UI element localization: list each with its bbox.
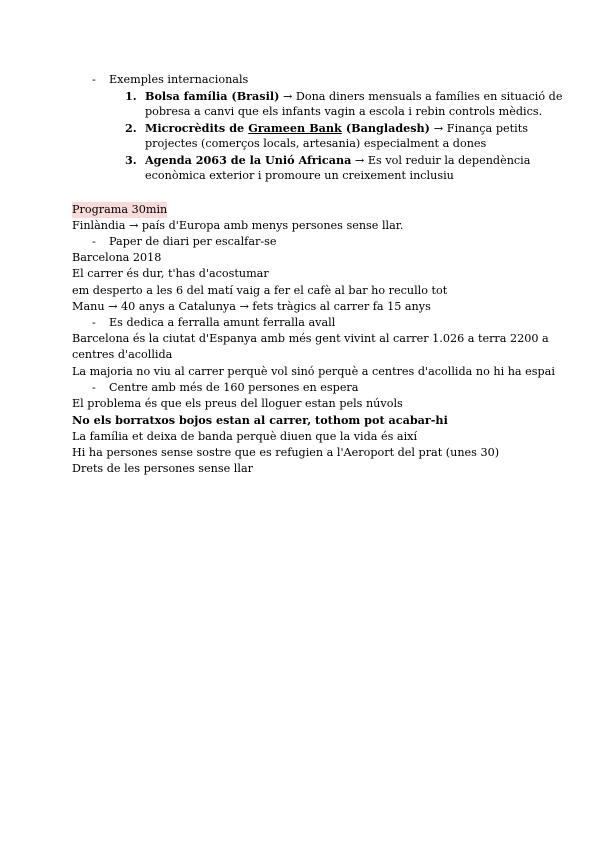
list-item-2-title-post: (Bangladesh) — [341, 121, 430, 135]
line-bcn-city-2: centres d'acollida — [72, 348, 173, 361]
grameen-bank-link[interactable]: Grameen Bank — [248, 121, 342, 135]
list-item-2-title-pre: Microcrèdits de — [145, 121, 249, 135]
bullet-dash: - — [92, 73, 96, 86]
bullet-dash: - — [92, 381, 96, 394]
list-item-2-line-2: projectes (comerços locals, artesania) especialment a dones — [145, 137, 487, 150]
list-item-3-title: Agenda 2063 de la Unió Africana — [145, 153, 352, 167]
intl-examples-heading: Exemples internacionals — [109, 73, 249, 86]
bullet-paper: Paper de diari per escalfar-se — [109, 235, 277, 248]
list-item-3-line-1 — [145, 152, 531, 169]
list-item-1-desc: → Dona diners mensuals a famílies en situació de — [279, 90, 563, 103]
bullet-centre: Centre amb més de 160 persones en espera — [109, 381, 359, 394]
bullet-dash: - — [92, 235, 96, 248]
program-heading: Programa 30min — [72, 203, 168, 216]
line-familia: La família et deixa de banda perquè diuen que la vida és així — [72, 430, 418, 443]
list-item-2-desc: → Finança petits — [429, 122, 528, 135]
list-item-1-line-1 — [145, 88, 563, 105]
line-aeroport: Hi ha persones sense sostre que es refugien a l'Aeroport del prat (unes 30) — [72, 446, 500, 459]
list-item-1-line-2: pobresa a canvi que els infants vagin a escola i rebin controls mèdics. — [145, 105, 543, 118]
line-majoria: La majoria no viu al carrer perquè vol sinó perquè a centres d'acollida no hi ha espai — [72, 365, 555, 378]
list-number-1: 1. — [125, 89, 137, 103]
line-bcn-2018: Barcelona 2018 — [72, 251, 162, 264]
list-item-2-line-1 — [145, 120, 528, 137]
line-desperto: em desperto a les 6 del matí vaig a fer el cafè al bar ho recullo tot — [72, 284, 448, 297]
line-borratxos: No els borratxos bojos estan al carrer, tothom pot acabar-hi — [72, 413, 448, 427]
line-problema: El problema és que els preus del lloguer estan pels núvols — [72, 397, 403, 410]
list-item-3-desc: → Es vol reduir la dependència — [351, 154, 531, 167]
list-item-1-title: Bolsa família (Brasil) — [145, 89, 280, 103]
line-carrer-dur: El carrer és dur, t'has d'acostumar — [72, 267, 269, 280]
list-number-2: 2. — [125, 121, 137, 135]
line-finland: Finlàndia → país d'Europa amb menys persones sense llar. — [72, 219, 404, 232]
line-manu: Manu → 40 anys a Catalunya → fets tràgics al carrer fa 15 anys — [72, 300, 431, 313]
list-number-3: 3. — [125, 153, 137, 167]
list-item-3-line-2: econòmica exterior i promoure un creixement inclusiu — [145, 169, 454, 182]
line-drets: Drets de les persones sense llar — [72, 462, 253, 475]
bullet-dash: - — [92, 316, 96, 329]
line-bcn-city-1: Barcelona és la ciutat d'Espanya amb més gent vivint al carrer 1.026 a terra 2200 a — [72, 332, 549, 345]
bullet-ferralla: Es dedica a ferralla amunt ferralla avall — [109, 316, 336, 329]
